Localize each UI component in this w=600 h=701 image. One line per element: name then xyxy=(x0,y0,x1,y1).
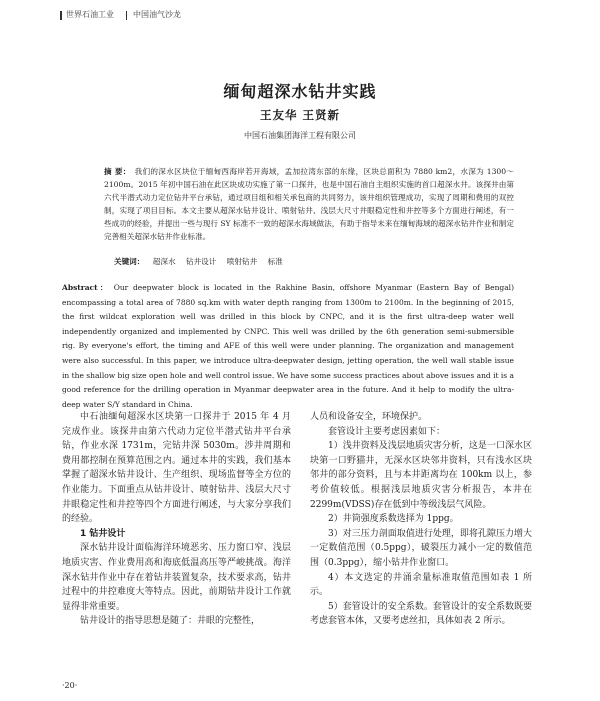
body-right-column xyxy=(310,410,532,629)
header-separator xyxy=(126,11,127,20)
authors: 王友华 王贤新 xyxy=(259,108,340,122)
abstract-english xyxy=(62,281,514,412)
section-heading: 1 钻井设计 xyxy=(80,528,126,539)
journal-name: 世界石油工业 xyxy=(66,10,114,19)
list-item: 1）浅井资料及浅层地质灾害分析，这是一口深水区块第一口野猫井，无深水区块邻井资料，只有浅水区块邻井的部分资料，且与本井距离均在 100km 以上，参考价值较低。根据浅层地质灾害分析报告，本井在 2299m(VDSS)存在低到中等级浅层气风险。 xyxy=(310,441,532,510)
header-bar-mark xyxy=(60,11,62,20)
body-left-column xyxy=(62,410,291,629)
page-number: ·20· xyxy=(62,681,78,690)
intro-paragraph: 中石油缅甸超深水区块第一口探井于 2015 年 4 月完成作业。该探井由第六代动力定位半潜式钻井平台承钻，作业水深 1731m，完钻井深 5030m。涉井周期和费用都控制在预算范围之内。通过本井的实践，我们基本掌握了超深水钻井设计、生产组织、现场监督等全方位的作业能力。下面重点从钻井设计、喷射钻井、浅层大尺寸井眼稳定性和井控等四个方面进行阐述，与大家分享我们的经验。 xyxy=(62,412,291,525)
abstract-en-text: Our deepwater block is located in the Rakhine Basin, offshore Myanmar (Eastern Bay of Bengal) encompassing a total area of 7880 sq.km with water depth ranging from 1300m to 2100m. In the beginning of 2015, the first wildcat exploration well was drilled in this block by CNPC, and it is the first ultra-deep water well independently organized and implemented by CNPC. This well was drilled by the 6th generation semi-submersible rig. By everyone's effort, the timing and AFE of this well were under planning. The organization and management were also successful. In this paper, we introduce ultra-deepwater design, jetting operation, the well wall stable issue in the shallow big size open hole and well control issue. We have some success practices about above issues and it is a good reference for the drilling operation in Myanmar deepwater area in the future. And it help to modify the ultra-deep water S/Y standard in China. xyxy=(62,283,514,409)
abstract-chinese xyxy=(104,165,514,243)
list-item: 5）套管设计的安全系数。套管设计的安全系数既要考虑套管本体，又要考虑丝扣，具体如表 2 所示。 xyxy=(310,601,532,627)
body-paragraph: 人员和设备安全，环境保护。 xyxy=(310,412,428,422)
body-paragraph: 套管设计主要考虑因素如下： xyxy=(328,426,446,437)
abstract-cn-label: 摘 要： xyxy=(104,167,131,176)
list-item: 2）井筒强度系数选择为 1ppg。 xyxy=(328,514,459,525)
abstract-en-label: Abstract： xyxy=(62,283,110,292)
list-item: 4）本文选定的井涌余量标准取值范围如表 1 所示。 xyxy=(310,572,532,598)
abstract-cn-text: 我们的深水区块位于缅甸西海岸若开海域，孟加拉湾东部的东缘，区块总面积为 7880 km2，水深为 1300～2100m。2015 年初中国石油在此区块成功实施了第一口探井，也是中国石油自主组织实施的首口超深水井。该探井由第六代半潜式动力定位钻井平台承钻，通过项目组和相关承包商的共同努力，该井组织管理成功，实现了周期和费用的双控制，实现了项目目标。本文主要从超深水钻井设计、喷射钻井、浅层大尺寸井眼稳定性和井控等多个方面进行阐述，有一些成功的经验，并提出一些与现行 SY 标准不一致的超深水海域做法，有助于指导未来在缅甸海域的超深水钻井作业和制定完善相关超深水钻井作业标准。 xyxy=(104,167,514,241)
column-name: 中国油气沙龙 xyxy=(133,10,181,19)
keyword-term: 喷射钻井 xyxy=(226,257,258,266)
keyword-term: 标准 xyxy=(267,257,283,266)
keyword-term: 钻井设计 xyxy=(186,257,217,266)
list-item: 3）对三压力剖面取值进行处理，即将孔隙压力增大一定数值范围（0.5ppg），破裂压力减小一定的数值范围（0.3ppg），缩小钻井作业窗口。 xyxy=(310,528,532,568)
keywords-chinese xyxy=(114,256,514,267)
body-paragraph: 钻井设计的指导思想是随了：井眼的完整性， xyxy=(80,616,261,627)
body-paragraph: 深水钻井设计面临海洋环境恶劣、压力窗口窄、浅层地质灾害、作业费用高和海底低温高压等严峻挑战。海洋深水钻井作业中存在着钻井装置复杂，技术要求高，钻井过程中的井控难度大等特点。因此，前期钻井设计工作就显得非常重要。 xyxy=(62,543,291,612)
article-title: 缅甸超深水钻井实践 xyxy=(223,82,377,101)
running-header xyxy=(60,9,181,20)
affiliation: 中国石油集团海洋工程有限公司 xyxy=(244,131,356,140)
keyword-term: 超深水 xyxy=(152,257,176,266)
keywords-label: 关键词： xyxy=(114,257,145,266)
